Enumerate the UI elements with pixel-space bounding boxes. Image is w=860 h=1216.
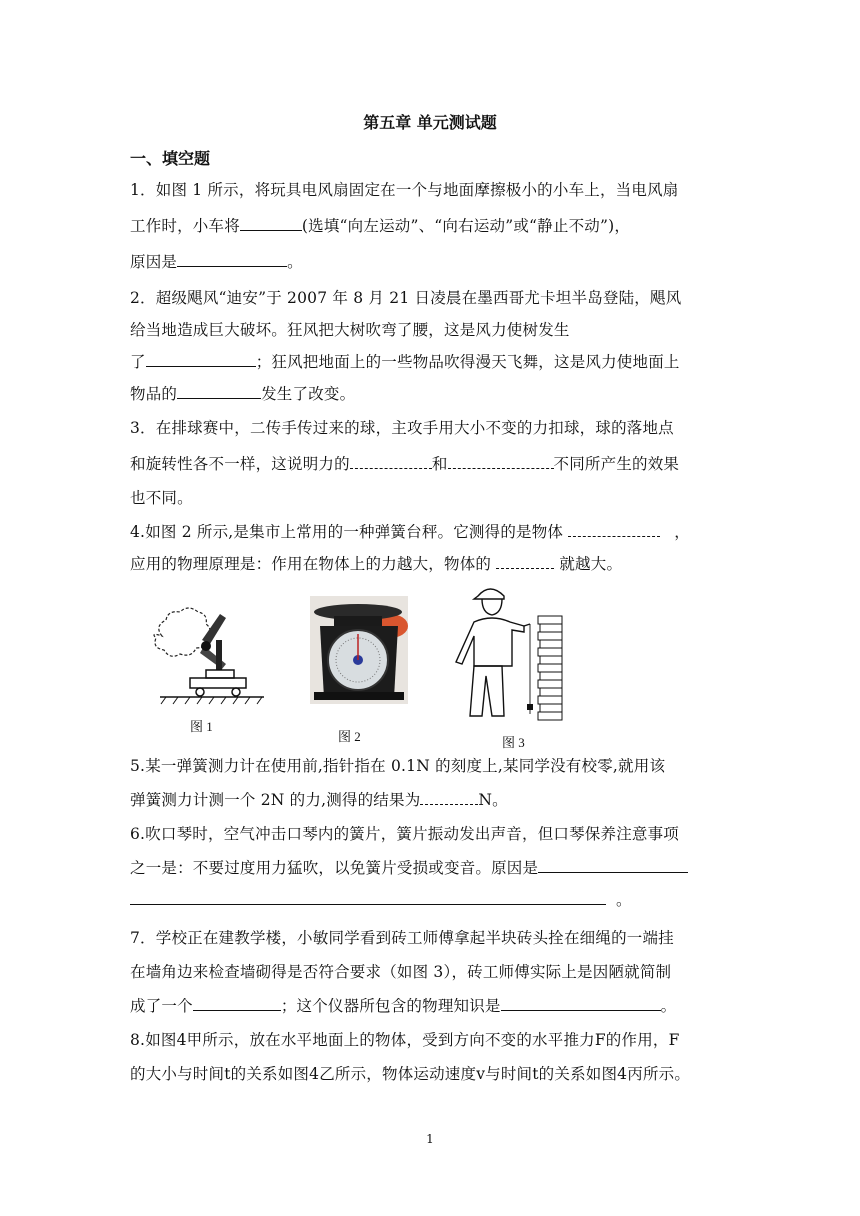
answer-blank [130,890,606,905]
q5-line-2 [130,788,508,810]
q2-line-3 [130,350,680,372]
answer-blank [448,454,554,469]
q8-line-2: 的大小与时间t的关系如图4乙所示，物体运动速度v与时间t的关系如图4丙所示。 [130,1065,691,1083]
q4-text: 就越大。 [554,555,623,573]
q1-line-3 [130,250,303,272]
q3-text: 和旋转性各不一样，这说明力的 [130,455,350,473]
q6-text: 之一是：不要过度用力猛吹，以免簧片受损或变音。原因是 [130,859,539,877]
answer-blank [350,454,432,469]
q4-text: 4.如图 2 所示,是集市上常用的一种弹簧台秤。它测得的是物体 [130,523,569,541]
figure-3-worker-plumb-line [448,580,572,724]
answer-blank [501,996,661,1011]
answer-blank [496,554,554,569]
q8-line-1: 8.如图4甲所示，放在水平地面上的物体，受到方向不变的水平推力F的作用，F [130,1031,680,1049]
q6-line-1: 6.吹口琴时，空气冲击口琴内的簧片，簧片振动发出声音，但口琴保养注意事项 [130,825,679,843]
q1-line-2 [130,214,630,236]
figure-2-spring-scale [310,596,408,704]
q1-text: 原因是 [130,253,178,271]
answer-blank [568,522,660,537]
answer-blank [146,352,256,367]
q2-text: ；狂风把地面上的一些物品吹得漫天飞舞，这是风力使地面上 [255,353,680,371]
q3-line-3: 也不同。 [130,489,193,507]
page-title: 第五章 单元测试题 [363,113,497,132]
q7-text: ；这个仪器所包含的物理知识是 [280,997,501,1015]
q2-text: 了 [130,353,146,371]
q6-text: 。 [616,891,632,909]
q6-line-2 [130,856,688,878]
q3-line-1: 3．在排球赛中，二传手传过来的球，主攻手用大小不变的力扣球，球的落地点 [130,419,674,437]
figure-1-caption: 图 1 [190,719,213,734]
q4-line-1 [130,520,690,542]
q7-line-1: 7．学校正在建教学楼，小敏同学看到砖工师傅拿起半块砖头拴在细绳的一端挂 [130,929,674,947]
q7-text: 成了一个 [130,997,193,1015]
q4-text: ， [674,523,690,541]
figure-1-fan-cart [132,596,268,708]
q1-text: (选填“向左运动”、“向右运动”或“静止不动”)， [301,217,631,235]
q1-line-1: 1．如图 1 所示，将玩具电风扇固定在一个与地面摩擦极小的小车上，当电风扇 [130,181,679,199]
answer-blank [240,216,302,231]
q6-line-3 [130,888,632,910]
answer-blank [177,252,287,267]
section-heading: 一、填空题 [130,149,211,168]
q3-text: 不同所产生的效果 [553,455,680,473]
q1-text: 工作时，小车将 [130,217,240,235]
answer-blank [193,996,281,1011]
figure-2-caption: 图 2 [338,729,361,744]
page-number: 1 [426,1132,434,1146]
q2-line-1: 2．超级飓风“迪安”于 2007 年 8 月 21 日凌晨在墨西哥尤卡坦半岛登陆，飓风 [130,289,682,307]
answer-blank [538,858,688,873]
answer-blank [177,384,261,399]
q3-text: 和 [431,455,448,473]
q3-line-2 [130,452,679,474]
q7-text: 。 [660,997,677,1015]
q5-line-1: 5.某一弹簧测力计在使用前,指针指在 0.1N 的刻度上,某同学没有校零,就用该 [130,757,666,775]
q4-text: 应用的物理原理是：作用在物体上的力越大，物体的 [130,555,497,573]
q2-text: 发生了改变。 [261,385,356,403]
figure-3-caption: 图 3 [502,735,525,750]
answer-blank [420,790,478,805]
q4-line-2 [130,552,622,574]
q2-line-2: 给当地造成巨大破坏。狂风把大树吹弯了腰，这是风力使树发生 [130,321,570,339]
q5-text: N。 [478,791,508,809]
q7-line-2: 在墙角边来检查墙砌得是否符合要求（如图 3），砖工师傅实际上是因陋就简制 [130,963,672,981]
q2-line-4 [130,382,355,404]
q5-text: 弹簧测力计测一个 2N 的力,测得的结果为 [130,791,421,809]
q1-text: 。 [287,253,303,271]
q2-text: 物品的 [130,385,178,403]
q7-line-3 [130,994,676,1016]
